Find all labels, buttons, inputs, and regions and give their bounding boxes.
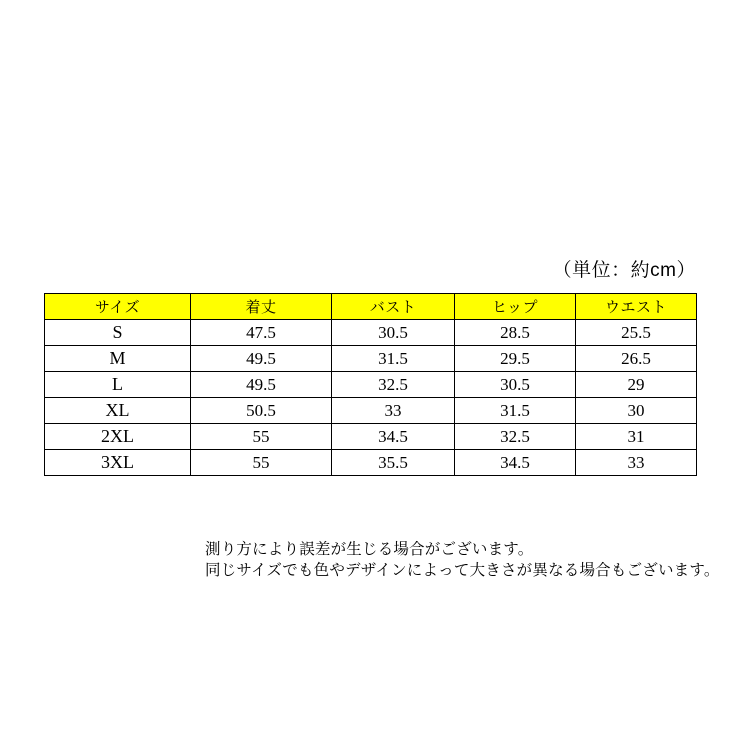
- column-header-waist: ウエスト: [576, 294, 697, 320]
- size-table: [44, 293, 697, 476]
- footnotes: [205, 539, 720, 581]
- table-row: [45, 398, 697, 424]
- column-header-length: 着丈: [191, 294, 332, 320]
- cell-waist: 25.5: [576, 320, 697, 346]
- cell-hip: 29.5: [455, 346, 576, 372]
- cell-hip: 28.5: [455, 320, 576, 346]
- table-row: [45, 424, 697, 450]
- cell-size: L: [45, 372, 191, 398]
- table-header: [45, 294, 697, 320]
- cell-length: 50.5: [191, 398, 332, 424]
- column-header-size: サイズ: [45, 294, 191, 320]
- cell-size: S: [45, 320, 191, 346]
- table-row: [45, 320, 697, 346]
- cell-length: 49.5: [191, 346, 332, 372]
- cell-bust: 30.5: [332, 320, 455, 346]
- cell-size: 3XL: [45, 450, 191, 476]
- cell-hip: 34.5: [455, 450, 576, 476]
- cell-bust: 31.5: [332, 346, 455, 372]
- cell-length: 47.5: [191, 320, 332, 346]
- table-row: [45, 372, 697, 398]
- cell-waist: 31: [576, 424, 697, 450]
- cell-hip: 32.5: [455, 424, 576, 450]
- footnote-variation: 同じサイズでも色やデザインによって大きさが異なる場合もございます。: [205, 562, 720, 579]
- table-body: [45, 320, 697, 476]
- column-header-hip: ヒップ: [455, 294, 576, 320]
- cell-length: 55: [191, 424, 332, 450]
- table-row: [45, 450, 697, 476]
- table-header-row: [45, 294, 697, 320]
- cell-length: 55: [191, 450, 332, 476]
- cell-waist: 26.5: [576, 346, 697, 372]
- cell-length: 49.5: [191, 372, 332, 398]
- column-header-bust: バスト: [332, 294, 455, 320]
- cell-waist: 33: [576, 450, 697, 476]
- cell-bust: 34.5: [332, 424, 455, 450]
- cell-size: XL: [45, 398, 191, 424]
- cell-waist: 29: [576, 372, 697, 398]
- footnote-measurement: 測り方により誤差が生じる場合がございます。: [205, 541, 534, 558]
- cell-waist: 30: [576, 398, 697, 424]
- cell-hip: 31.5: [455, 398, 576, 424]
- cell-bust: 33: [332, 398, 455, 424]
- cell-bust: 35.5: [332, 450, 455, 476]
- table-row: [45, 346, 697, 372]
- unit-note: （単位：約cm）: [552, 260, 696, 281]
- cell-size: 2XL: [45, 424, 191, 450]
- cell-bust: 32.5: [332, 372, 455, 398]
- cell-size: M: [45, 346, 191, 372]
- cell-hip: 30.5: [455, 372, 576, 398]
